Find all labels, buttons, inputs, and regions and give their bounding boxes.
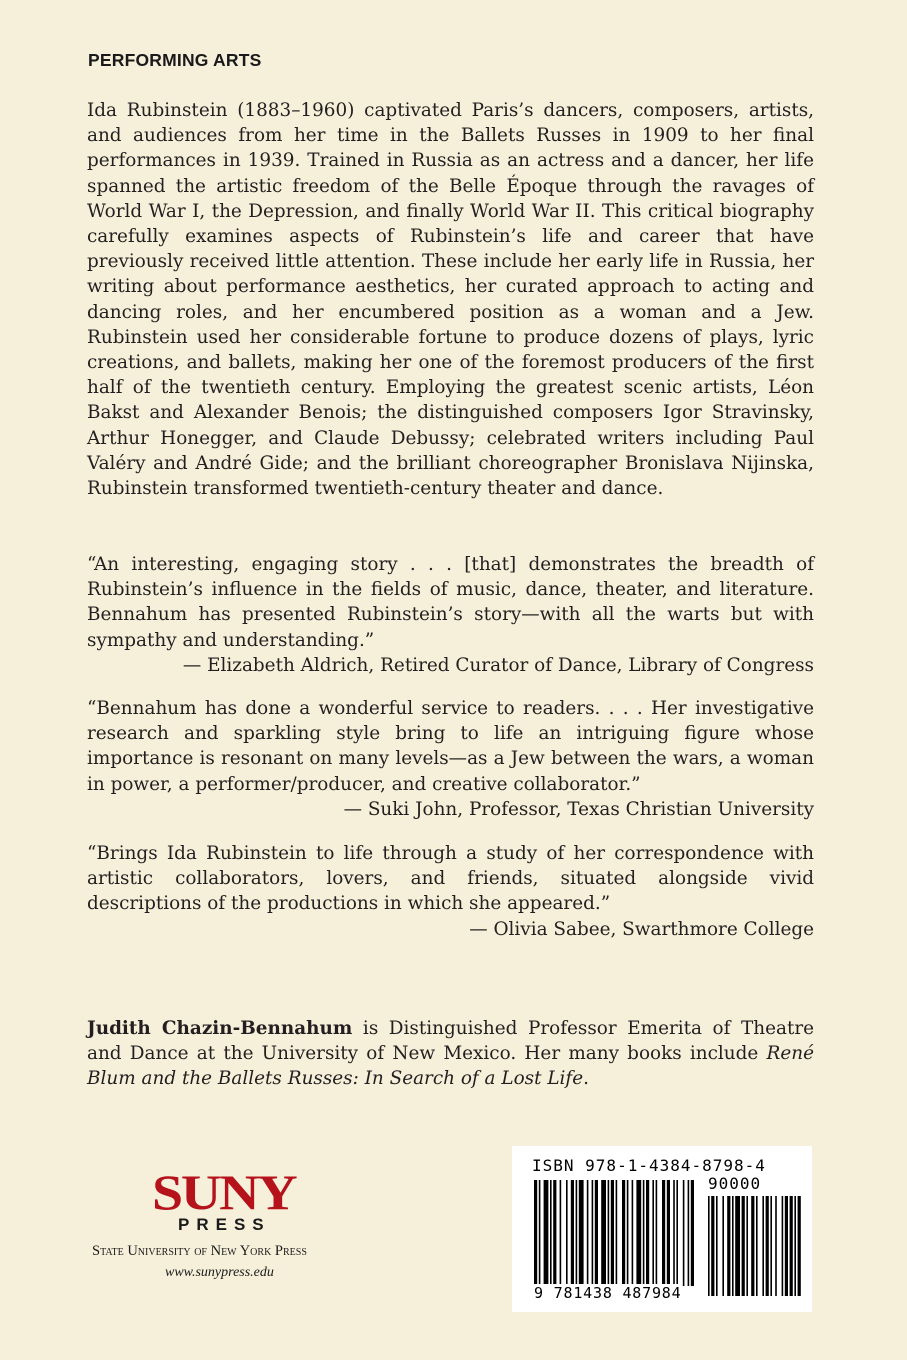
quote-text: “Brings Ida Rubinstein to life through a study of her correspondence with artistic collaborators, lovers, and friends, situated alongside vivid descriptions of the productions in which she appeared.” [87,843,814,915]
review-quote [87,696,814,822]
press-wordmark: PRESS [178,1215,271,1234]
author-bio [87,1016,814,1092]
publisher-url: www.sunypress.edu [165,1265,274,1280]
category-label: PERFORMING ARTS [88,50,262,70]
ean-digits: 9 781438 487984 [534,1284,682,1302]
quote-text: “Bennahum has done a wonderful service to readers. . . . Her investigative research and sparkling style bring to life an intriguing figure whose importance is resonant on many levels—as a Jew between the wars, a woman in power, a performer/producer, and creative collaborator.” [87,698,814,795]
quote-attribution: — Olivia Sabee, Swarthmore College [469,918,814,940]
bio-text: is Distinguished Professor Emerita of Theatre and Dance at the University of New Mexico. Her many books include [87,1018,815,1065]
quote-text: “An interesting, engaging story . . . [that] demonstrates the breadth of Rubinstein’s influence in the fields of music, dance, theater, and literature. Bennahum has presented Rubinstein’s story—with all the warts but with sympathy and understanding.” [87,554,814,651]
bio-end: . [583,1068,589,1090]
review-quote [87,552,814,678]
suny-wordmark: SUNY [152,1164,296,1220]
isbn-barcode [512,1146,812,1312]
book-description: Ida Rubinstein (1883–1960) captivated Paris’s dancers, composers, artists, and audiences from her time in the Ballets Russes in 1909 to her final performances in 1939. Trained in Russia as an actress and a dancer, her life spanned the artistic freedom of the Belle Époque through the ravages of World War I, the Depression, and finally World War II. This critical biography carefully examines aspects of Rubinstein’s life and career that have previously received little attention. These include her early life in Russia, her writing about performance aesthetics, her curated approach to acting and dancing roles, and her encumbered position as a woman and a Jew. Rubinstein used her considerable fortune to produce dozens of plays, lyric creations, and ballets, making her one of the foremost producers of the first half of the twentieth century. Employing the greatest scenic artists, Léon Bakst and Alexander Benois; the distinguished composers Igor Stravinsky, Arthur Honegger, and Claude Debussy; celebrated writers including Paul Valéry and André Gide; and the brilliant choreographer Bronislava Nijinska, Rubinstein transformed twentieth-century theater and dance. [87,100,814,500]
book-title: René Blum and the Ballets Russes: In Search of a Lost Life [87,1043,814,1090]
publisher-logo [92,1164,382,1287]
review-quote [87,841,814,942]
author-name: Judith Chazin-Bennahum [87,1018,353,1039]
publisher-name: State University of New York Press [92,1243,307,1259]
isbn-label: ISBN 978-1-4384-8798-4 [532,1156,766,1175]
price-code: 90000 [708,1174,762,1193]
quote-attribution: — Elizabeth Aldrich, Retired Curator of Dance, Library of Congress [182,654,814,676]
quote-attribution: — Suki John, Professor, Texas Christian University [343,798,814,820]
